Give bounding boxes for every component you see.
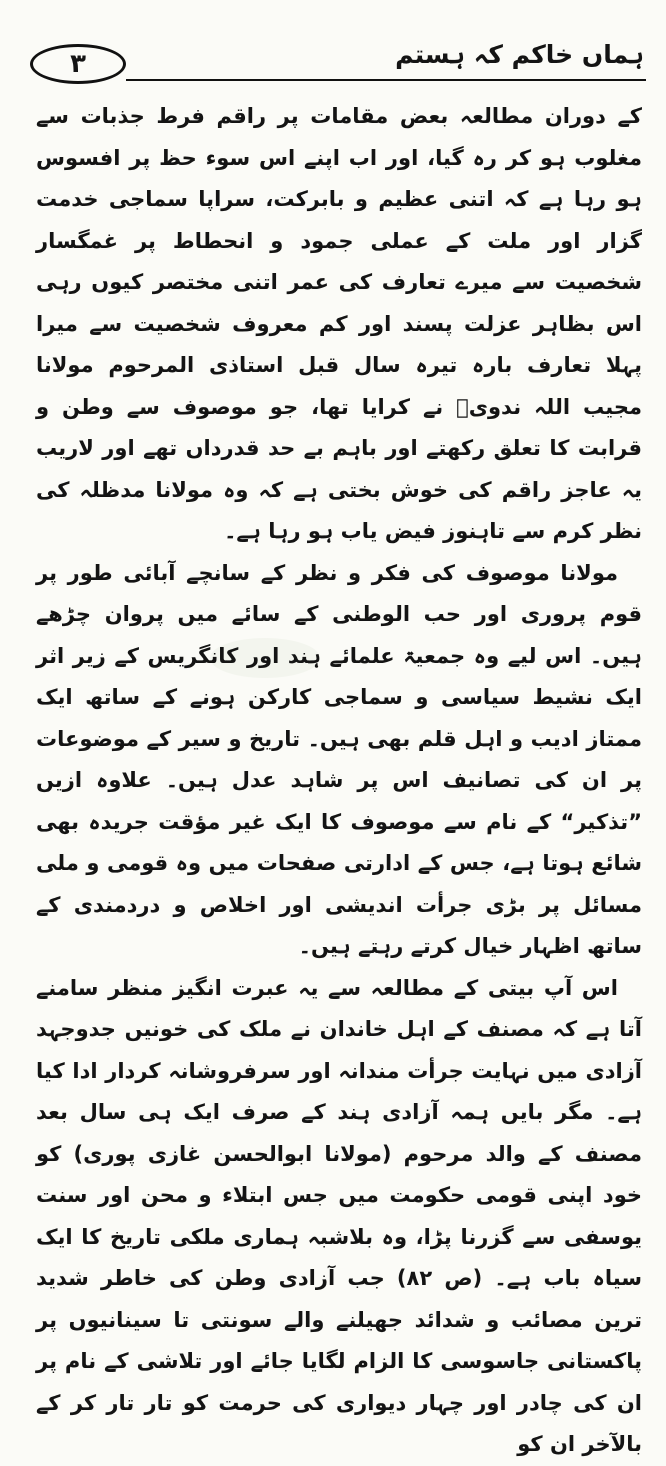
header-rule bbox=[126, 79, 646, 81]
paragraph: اس آپ بیتی کے مطالعہ سے یہ عبرت انگیز منظر سامنے آتا ہے کہ مصنف کے اہل خاندان نے ملک کی خونیں جدوجہد آزادی میں نہایت جرأت مندانہ اور سرفروشانہ کردار ادا کیا ہے۔ مگر بایں ہمہ آزادی ہند کے صرف ایک ہی سال بعد مصنف کے والد مرحوم (مولانا ابوالحسن غازی پوری) کو خود اپنی قومی حکومت میں جس ابتلاء و محن اور سنت یوسفی سے گزرنا پڑا، وہ بلاشبہ ہماری ملکی تاریخ کا ایک سیاہ باب ہے۔ (ص ۸۲) جب آزادی وطن کی خاطر شدید ترین مصائب و شدائد جھیلنے والے سونتی تا سینانیوں پر پاکستانی جاسوسی کا الزام لگایا جائے اور تلاشی کے نام پر ان کی چادر اور چہار دیواری کی حرمت کو تار تار کر کے بالآخر ان کو bbox=[36, 975, 642, 1456]
page-number: ٣ bbox=[30, 44, 126, 84]
paragraph: کے دوران مطالعہ بعض مقامات پر راقم فرط جذبات سے مغلوب ہو کر رہ گیا، اور اب اپنے اس سوء حظ پر افسوس ہو رہا ہے کہ اتنی عظیم و بابرکت، سراپا سماجی خدمت گزار اور ملت کے عملی جمود و انحطاط پر غمگسار شخصیت سے میرے تعارف کی عمر اتنی مختصر کیوں رہی اس بظاہر عزلت پسند اور کم معروف شخصیت سے میرا پہلا تعارف بارہ تیرہ سال قبل استاذی المرحوم مولانا مجیب اللہ ندویؒ نے کرایا تھا، جو موصوف سے وطن و قرابت کا تعلق رکھتے اور باہم بے حد قدرداں تھے اور لاریب یہ عاجز راقم کی خوش بختی ہے کہ وہ مولانا مدظلہ کی نظر کرم سے تاہنوز فیض یاب ہو رہا ہے۔ bbox=[36, 104, 642, 543]
body-text bbox=[36, 96, 642, 1466]
paragraph: مولانا موصوف کی فکر و نظر کے سانچے آبائی طور پر قوم پروری اور حب الوطنی کے سائے میں پروان چڑھے ہیں۔ اس لیے وہ جمعیۃ علمائے ہند اور کانگریس کے زیر اثر ایک نشیط سیاسی و سماجی کارکن ہونے کے ساتھ ایک ممتاز ادیب و اہل قلم بھی ہیں۔ تاریخ و سیر کے موضوعات پر ان کی تصانیف اس پر شاہد عدل ہیں۔ علاوہ ازیں ”تذکیر“ کے نام سے موصوف کا ایک غیر مؤقت جریدہ بھی شائع ہوتا ہے، جس کے ادارتی صفحات میں وہ قومی و ملی مسائل پر بڑی جرأت اندیشی اور اخلاص و دردمندی کے ساتھ اظہار خیال کرتے رہتے ہیں۔ bbox=[36, 560, 642, 958]
running-title: ہماں خاکم کہ ہستم bbox=[395, 40, 644, 69]
page-header bbox=[0, 36, 666, 92]
